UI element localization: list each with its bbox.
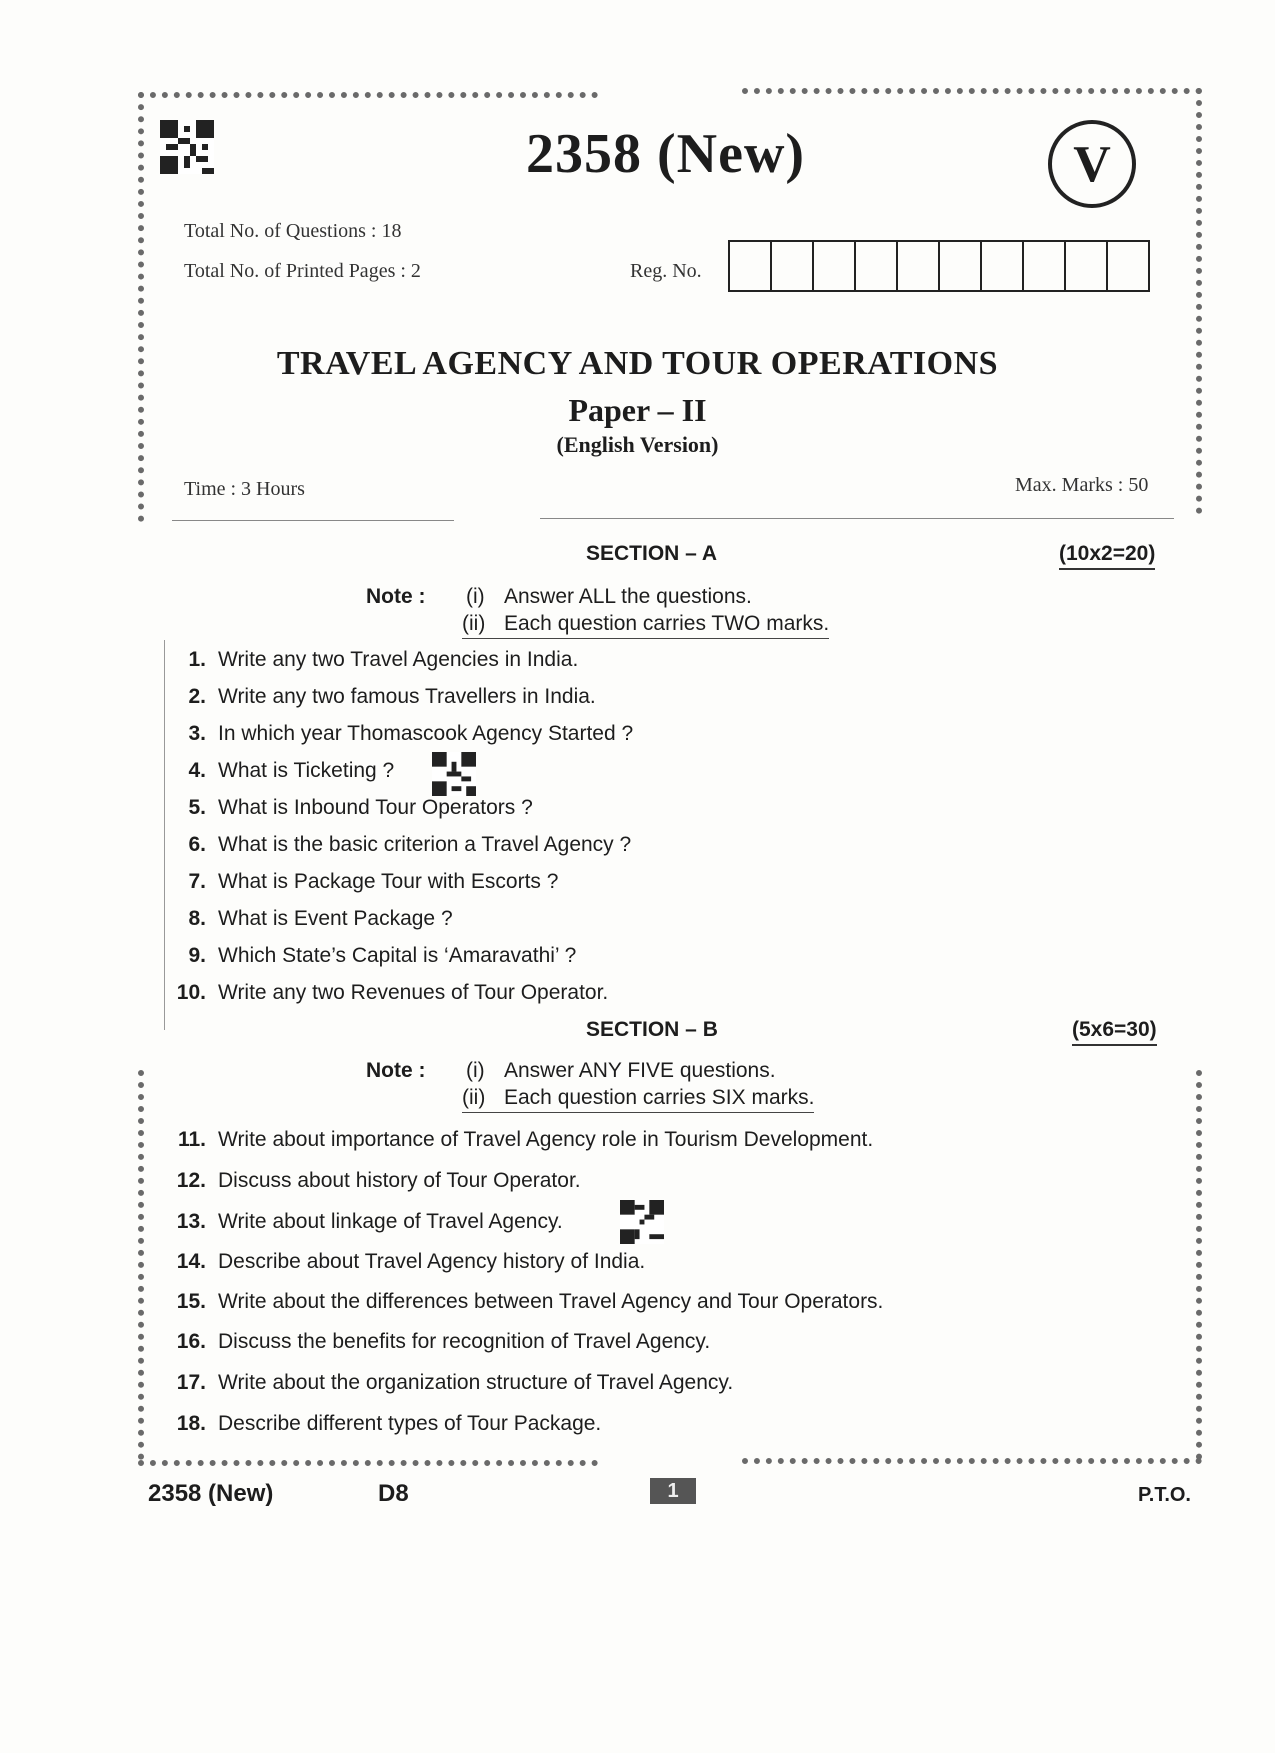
question-number: 10. xyxy=(176,981,206,1004)
reg-no-boxes xyxy=(728,240,1150,292)
question-text: Which State’s Capital is ‘Amaravathi’ ? xyxy=(218,944,577,967)
question-number: 4. xyxy=(188,759,206,782)
list-item xyxy=(166,1210,563,1234)
list-item xyxy=(166,1371,733,1395)
header-divider-right xyxy=(540,518,1174,519)
section-b-note-label: Note : xyxy=(366,1059,426,1082)
subject-title: TRAVEL AGENCY AND TOUR OPERATIONS xyxy=(276,345,999,382)
reg-no-digit-box xyxy=(898,242,940,290)
note-text: Answer ANY FIVE questions. xyxy=(504,1059,776,1082)
reg-no-digit-box xyxy=(814,242,856,290)
question-text: Write any two Travel Agencies in India. xyxy=(218,648,579,671)
frame-lower-right-border xyxy=(1196,1070,1202,1460)
paper-code: 2358 (New) xyxy=(526,123,806,185)
reg-no-label: Reg. No. xyxy=(630,260,702,282)
question-number: 6. xyxy=(188,833,206,856)
frame-bottom-right-border xyxy=(742,1458,1202,1464)
list-item xyxy=(166,1290,883,1314)
list-item xyxy=(166,833,631,857)
list-item xyxy=(166,1412,601,1436)
header-divider-left xyxy=(172,520,454,521)
list-item xyxy=(166,759,394,783)
list-item xyxy=(166,870,558,894)
version-badge: V xyxy=(1048,120,1136,208)
list-item xyxy=(166,907,453,931)
question-number: 9. xyxy=(188,944,206,967)
question-text: In which year Thomascook Agency Started ? xyxy=(218,722,634,745)
section-a-note-2 xyxy=(462,612,829,639)
language-version: (English Version) xyxy=(556,432,719,457)
list-item xyxy=(166,1330,710,1354)
reg-no-digit-box xyxy=(730,242,772,290)
reg-no-digit-box xyxy=(772,242,814,290)
note-number: (i) xyxy=(466,1059,485,1082)
section-b-title: SECTION – B xyxy=(586,1018,718,1041)
exam-duration: Time : 3 Hours xyxy=(184,478,305,500)
list-item xyxy=(166,1169,581,1193)
question-number: 12. xyxy=(176,1169,206,1192)
total-questions: Total No. of Questions : 18 xyxy=(184,220,402,242)
section-a-title: SECTION – A xyxy=(586,542,718,565)
question-text: Write about importance of Travel Agency role in Tourism Development. xyxy=(218,1128,874,1151)
question-number: 11. xyxy=(177,1128,206,1151)
question-number: 1. xyxy=(188,648,206,671)
list-item xyxy=(166,796,533,820)
reg-no-digit-box xyxy=(940,242,982,290)
section-b-note-1 xyxy=(466,1059,776,1083)
list-item xyxy=(166,722,633,746)
qr-code-small-icon xyxy=(432,752,476,796)
question-text: Describe different types of Tour Package. xyxy=(218,1412,602,1435)
page-number: 1 xyxy=(650,1478,696,1504)
list-item xyxy=(166,648,578,672)
question-number: 3. xyxy=(188,722,206,745)
please-turn-over: P.T.O. xyxy=(1138,1484,1191,1506)
question-number: 18. xyxy=(176,1412,206,1435)
reg-no-digit-box xyxy=(982,242,1024,290)
section-a-margin-line xyxy=(164,640,165,1030)
reg-no-digit-box xyxy=(1108,242,1148,290)
question-text: What is Event Package ? xyxy=(218,907,453,930)
question-number: 15. xyxy=(176,1290,206,1313)
section-a-marks: (10x2=20) xyxy=(1059,542,1155,570)
note-text: Each question carries TWO marks. xyxy=(504,612,830,635)
footer-set-code: D8 xyxy=(378,1480,409,1507)
list-item xyxy=(166,1128,873,1152)
reg-no-digit-box xyxy=(856,242,898,290)
question-number: 17. xyxy=(176,1371,206,1394)
question-text: Write about the differences between Travel Agency and Tour Operators. xyxy=(218,1290,884,1313)
frame-lower-left-border xyxy=(138,1070,144,1460)
question-text: What is Package Tour with Escorts ? xyxy=(218,870,559,893)
frame-top-left-border xyxy=(138,92,598,98)
note-text: Answer ALL the questions. xyxy=(504,585,752,608)
list-item xyxy=(166,944,576,968)
question-number: 16. xyxy=(176,1330,206,1353)
question-number: 14. xyxy=(176,1250,206,1273)
qr-code-icon xyxy=(160,120,214,174)
total-pages: Total No. of Printed Pages : 2 xyxy=(184,260,421,282)
note-number: (i) xyxy=(466,585,485,608)
section-b-note-2 xyxy=(462,1086,814,1113)
question-text: Discuss the benefits for recognition of Travel Agency. xyxy=(218,1330,711,1353)
question-text: Write about linkage of Travel Agency. xyxy=(218,1210,563,1233)
footer-paper-code: 2358 (New) xyxy=(148,1480,274,1507)
question-number: 13. xyxy=(176,1210,206,1233)
question-text: Discuss about history of Tour Operator. xyxy=(218,1169,581,1192)
section-a-note-1 xyxy=(466,585,752,609)
question-text: Write about the organization structure of Travel Agency. xyxy=(218,1371,734,1394)
section-a-note-label: Note : xyxy=(366,585,426,608)
question-text: What is the basic criterion a Travel Agency ? xyxy=(218,833,632,856)
question-number: 7. xyxy=(188,870,206,893)
paper-number: Paper – II xyxy=(568,392,707,428)
question-text: What is Ticketing ? xyxy=(218,759,395,782)
question-text: Write any two famous Travellers in India. xyxy=(218,685,596,708)
reg-no-digit-box xyxy=(1024,242,1066,290)
question-text: What is Inbound Tour Operators ? xyxy=(218,796,533,819)
list-item xyxy=(166,685,596,709)
question-number: 8. xyxy=(188,907,206,930)
note-text: Each question carries SIX marks. xyxy=(504,1086,815,1109)
question-number: 5. xyxy=(188,796,206,819)
note-number: (ii) xyxy=(462,612,486,635)
reg-no-digit-box xyxy=(1066,242,1108,290)
list-item xyxy=(166,1250,645,1274)
question-text: Write any two Revenues of Tour Operator. xyxy=(218,981,609,1004)
note-number: (ii) xyxy=(462,1086,486,1109)
max-marks: Max. Marks : 50 xyxy=(1015,474,1149,496)
question-text: Describe about Travel Agency history of India. xyxy=(218,1250,646,1273)
frame-bottom-left-border xyxy=(138,1460,598,1466)
qr-code-small-icon xyxy=(620,1200,664,1244)
section-b-marks: (5x6=30) xyxy=(1072,1018,1157,1046)
question-number: 2. xyxy=(188,685,206,708)
frame-top-right-border xyxy=(742,88,1202,94)
list-item xyxy=(166,981,608,1005)
